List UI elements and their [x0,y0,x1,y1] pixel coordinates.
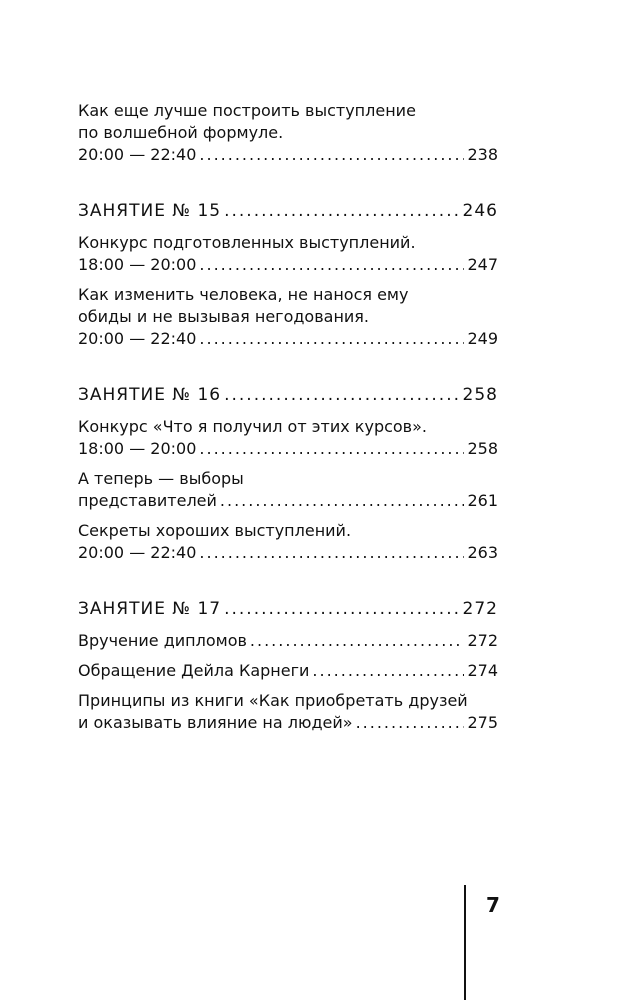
toc-entry-title-line: Как еще лучше построить выступление [78,101,416,120]
toc-entry-label: и оказывать влияние на людей» [78,713,353,732]
toc-entry-label: 20:00 — 22:40 [78,145,197,164]
toc-page-number: 249 [467,329,498,348]
dot-leader [199,438,464,460]
page-number: 7 [486,893,500,917]
toc-entry-label: 20:00 — 22:40 [78,329,197,348]
toc-entry [78,232,498,276]
dot-leader [224,200,459,222]
toc-entry-label: ЗАНЯТИЕ № 17 [78,599,222,619]
toc-leader-row [78,598,498,620]
toc-leader-row [78,490,498,512]
toc-entry [78,468,498,512]
toc-leader-row [78,712,498,734]
dot-leader [224,598,459,620]
toc-entry [78,520,498,564]
table-of-contents [78,100,498,742]
toc-leader-row [78,660,498,682]
section-gap [78,174,498,200]
toc-entry [78,690,498,734]
toc-entry-label: 20:00 — 22:40 [78,543,197,562]
toc-page-number: 263 [467,543,498,562]
toc-entry-label: Обращение Дейла Карнеги [78,661,310,680]
dot-leader [220,490,465,512]
toc-entry-title-line: А теперь — выборы [78,469,244,488]
toc-entry-title-line: Конкурс «Что я получил от этих курсов». [78,417,427,436]
toc-leader-row [78,328,498,350]
toc-entry [78,416,498,460]
toc-leader-row [78,630,498,652]
toc-leader-row [78,200,498,222]
dot-leader [312,660,464,682]
toc-entry-title-line: Конкурс подготовленных выступлений. [78,233,416,252]
toc-page-number: 275 [467,713,498,732]
toc-page-number: 274 [467,661,498,680]
toc-entry-label: ЗАНЯТИЕ № 16 [78,385,222,405]
toc-page-number: 272 [462,599,498,619]
dot-leader [356,712,465,734]
dot-leader [224,384,459,406]
toc-page-number: 272 [467,631,498,650]
toc-entry-label: 18:00 — 20:00 [78,439,197,458]
toc-leader-row [78,254,498,276]
page-number-rule [464,885,466,1000]
toc-entry-title-line: обиды и не вызывая негодования. [78,307,370,326]
toc-entry [78,660,498,682]
toc-section-heading [78,598,498,620]
toc-entry [78,630,498,652]
dot-leader [250,630,465,652]
toc-entry-title-line: Как изменить человека, не нанося ему [78,285,409,304]
toc-leader-row [78,384,498,406]
toc-section-heading [78,200,498,222]
dot-leader [199,328,464,350]
toc-section-heading [78,384,498,406]
dot-leader [199,542,464,564]
toc-entry-title-line: Секреты хороших выступлений. [78,521,352,540]
toc-entry [78,100,498,166]
toc-page-number: 246 [462,201,498,221]
toc-page-number: 258 [462,385,498,405]
section-gap [78,358,498,384]
toc-page-number: 238 [467,145,498,164]
toc-entry-title-line: по волшебной формуле. [78,123,284,142]
dot-leader [199,254,464,276]
toc-leader-row [78,144,498,166]
toc-page-number: 247 [467,255,498,274]
toc-entry [78,284,498,350]
dot-leader [199,144,464,166]
toc-entry-label: представителей [78,491,217,510]
toc-page-number: 258 [467,439,498,458]
toc-page-number: 261 [467,491,498,510]
toc-entry-label: ЗАНЯТИЕ № 15 [78,201,222,221]
toc-entry-label: 18:00 — 20:00 [78,255,197,274]
toc-leader-row [78,438,498,460]
toc-entry-title-line: Принципы из книги «Как приобретать друзей [78,691,468,710]
toc-leader-row [78,542,498,564]
toc-entry-label: Вручение дипломов [78,631,247,650]
section-gap [78,572,498,598]
